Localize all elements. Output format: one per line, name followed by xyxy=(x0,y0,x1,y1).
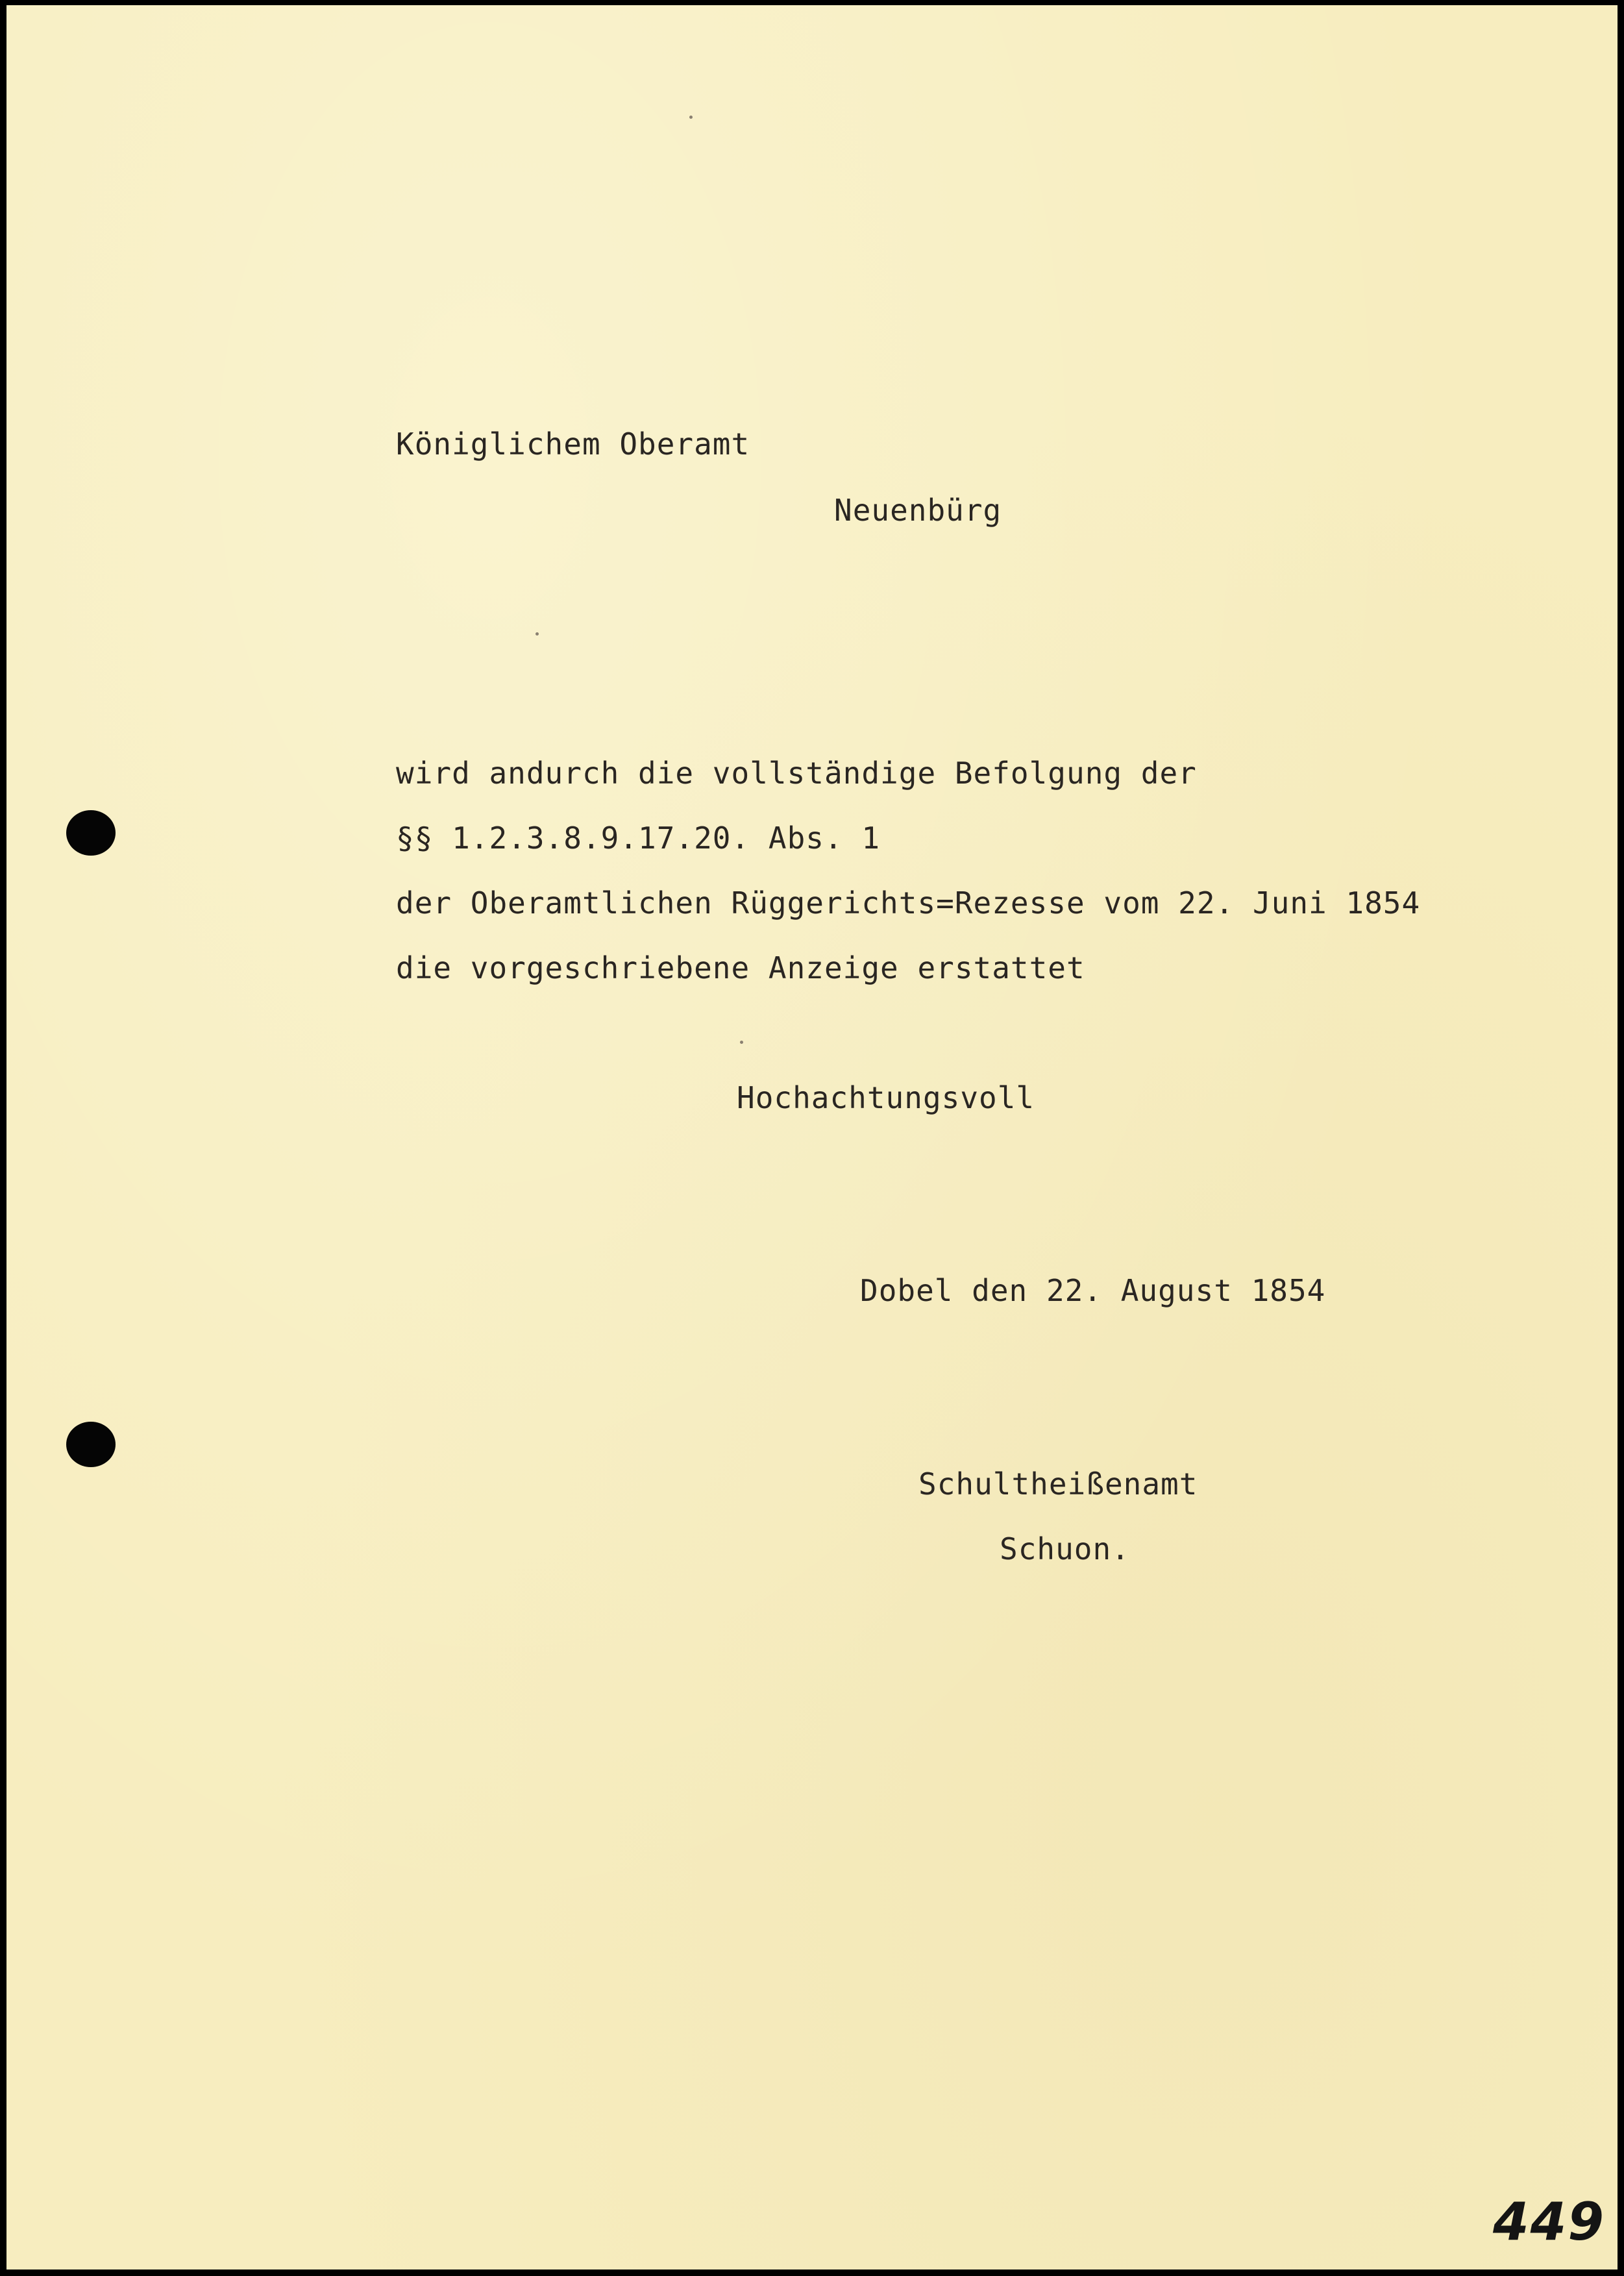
punch-hole-lower xyxy=(66,1422,116,1467)
signatory-name: Schuon. xyxy=(1000,1531,1130,1566)
body-line-3: der Oberamtlichen Rüggerichts=Rezesse vom 22. Juni 1854 xyxy=(396,885,1421,921)
paper-speck xyxy=(535,632,539,636)
office-name: Schultheißenamt xyxy=(918,1466,1198,1502)
body-line-4: die vorgeschriebene Anzeige erstattet xyxy=(396,950,1085,985)
handwritten-page-number: 449 xyxy=(1493,2192,1605,2252)
closing-salutation: Hochachtungsvoll xyxy=(737,1080,1035,1115)
recipient-line-2: Neuenbürg xyxy=(834,493,1002,528)
document-page xyxy=(6,5,1618,2270)
paper-speck xyxy=(689,116,693,119)
recipient-line-1: Königlichem Oberamt xyxy=(396,427,750,462)
place-date: Dobel den 22. August 1854 xyxy=(860,1273,1326,1308)
body-line-1: wird andurch die vollständige Befolgung der xyxy=(396,756,1197,791)
punch-hole-upper xyxy=(66,810,116,856)
body-line-2: §§ 1.2.3.8.9.17.20. Abs. 1 xyxy=(396,821,881,856)
paper-speck xyxy=(740,1041,743,1044)
